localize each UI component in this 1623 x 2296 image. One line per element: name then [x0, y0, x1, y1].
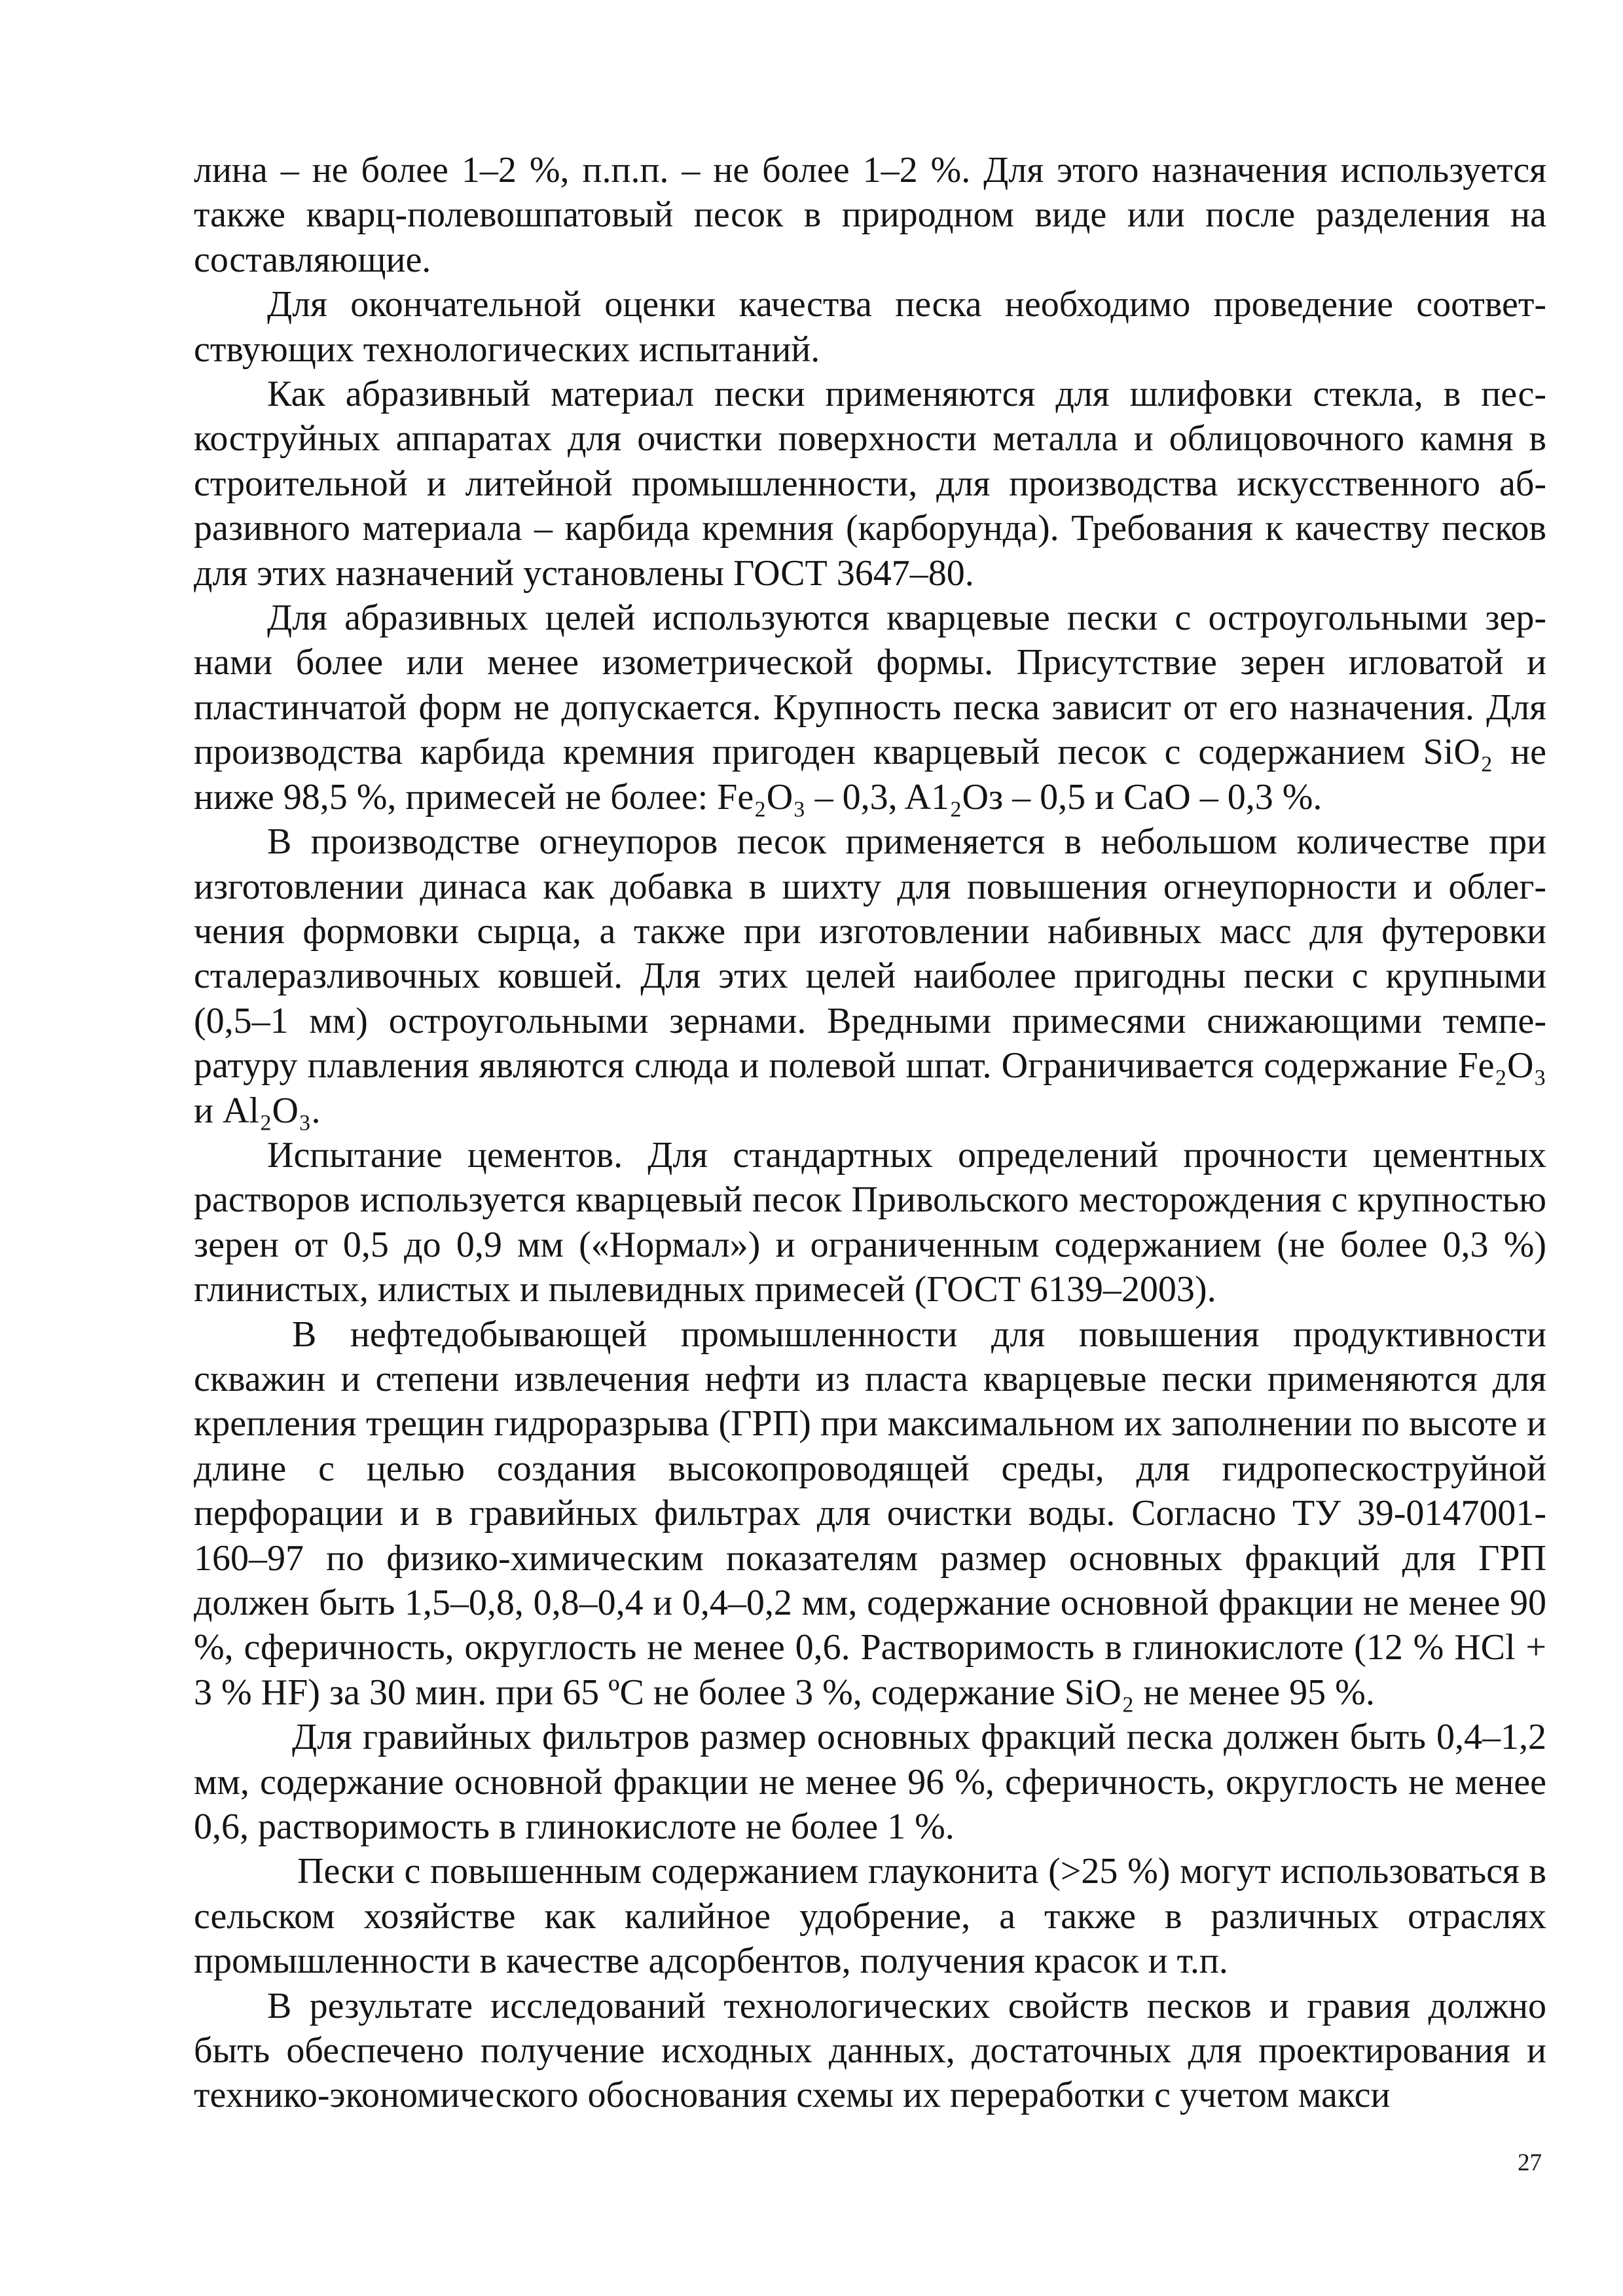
paragraph-cement-testing: Испытание цементов. Для стандартных определений прочности цементных растворов используется кварцевый песок Привольского месторождения с крупностью зерен от 0,5 до 0,9 мм («Нормал») и ограниченным содержанием (не более 0,3 %) глинистых, илистых и пылевидных примесей (ГОСТ 6139–2003). [194, 1134, 1546, 1310]
paragraph-gravel-filters: Для гравийных фильтров размер основных фракций песка должен быть 0,4–1,2 мм, содержание основной фракции не менее 96 %, сферичность, округлость не менее 0,6, растворимость в глинокислоте не более 1 %. [194, 1717, 1546, 1848]
paragraph-glauconite: Пески с повышенным содержанием глауконита (>25 %) могут использоваться в сельском хозяйстве как калийное удобрение, а также в различных отраслях промышленности в качестве адсорбентов, получения красок и т.п. [194, 1851, 1546, 1982]
paragraph-final-evaluation: Для окончательной оценки качества песка необходимо проведение соответствующих технологических испытаний. [194, 284, 1546, 370]
paragraph-abrasive-material: Как абразивный материал пески применяются для шлифовки стекла, в пескоструйных аппаратах для очистки поверхности металла и облицовочного камня в строительной и литейной промышленности, для производства искусственного абразивного материала – карбида кремния (карборунда). Требования к качеству песков для этих назначений установлены ГОСТ 3647–80. [194, 374, 1546, 594]
paragraph-oil-industry: В нефтедобывающей промышленности для повышения продуктивности скважин и степени извлечения нефти из пласта кварцевые пески применяются для крепления трещин гидроразрыва (ГРП) при максимальном их заполнении по высоте и длине с целью создания высокопроводящей среды, для гидропескоструйной перфорации и в гравийных фильтрах для очистки воды. Согласно ТУ 39-0147001-160–97 по физико-химическим показателям размер основных фракций для ГРП должен быть 1,5–0,8, 0,8–0,4 и 0,4–0,2 мм, содержание основной фракции не менее 90 %, сферичность, округлость не менее 0,6. Растворимость в глинокислоте (12 % HCl + 3 % HF) за 30 мин. при 65 ºС не более 3 %, содержание SiO₂ не менее 95 %. [194, 1314, 1546, 1713]
paragraph-abrasive-purposes: Для абразивных целей используются кварцевые пески с остроугольными зернами более или менее изометрической формы. Присутствие зерен игловатой и пластинчатой форм не допускается. Крупность песка зависит от его назначения. Для производства карбида кремния пригоден кварцевый песок с содержанием SiO₂ не ниже 98,5 %, примесей не более: Fe₂O₃ – 0,3, A1₂Oз – 0,5 и CaO – 0,3 %. [194, 598, 1546, 817]
page-number: 27 [1518, 2149, 1542, 2176]
paragraph-refractories: В производстве огнеупоров песок применяется в небольшом количестве при изготовлении динаса как добавка в шихту для повышения огнеупорности и облегчения формовки сырца, а также при изготовлении набивных масс для футеровки сталеразливочных ковшей. Для этих целей наиболее пригодны пески с крупными (0,5–1 мм) остроугольными зернами. Вредными примесями снижающими температуру плавления являются слюда и полевой шпат. Ограничивается содержание Fe₂O₃ и Al₂O₃. [194, 821, 1546, 1131]
page-body [194, 148, 1546, 2118]
paragraph-research-results: В результате исследований технологических свойств песков и гравия должно быть обеспечено получение исходных данных, достаточных для проектирования и технико-экономического обоснования схемы их переработки с учетом макси [194, 1985, 1546, 2116]
paragraph-clay-content: лина – не более 1–2 %, п.п.п. – не более 1–2 %. Для этого назначения используется также кварц-полевошпатовый песок в природном виде или после разделения на составляющие. [194, 150, 1546, 280]
